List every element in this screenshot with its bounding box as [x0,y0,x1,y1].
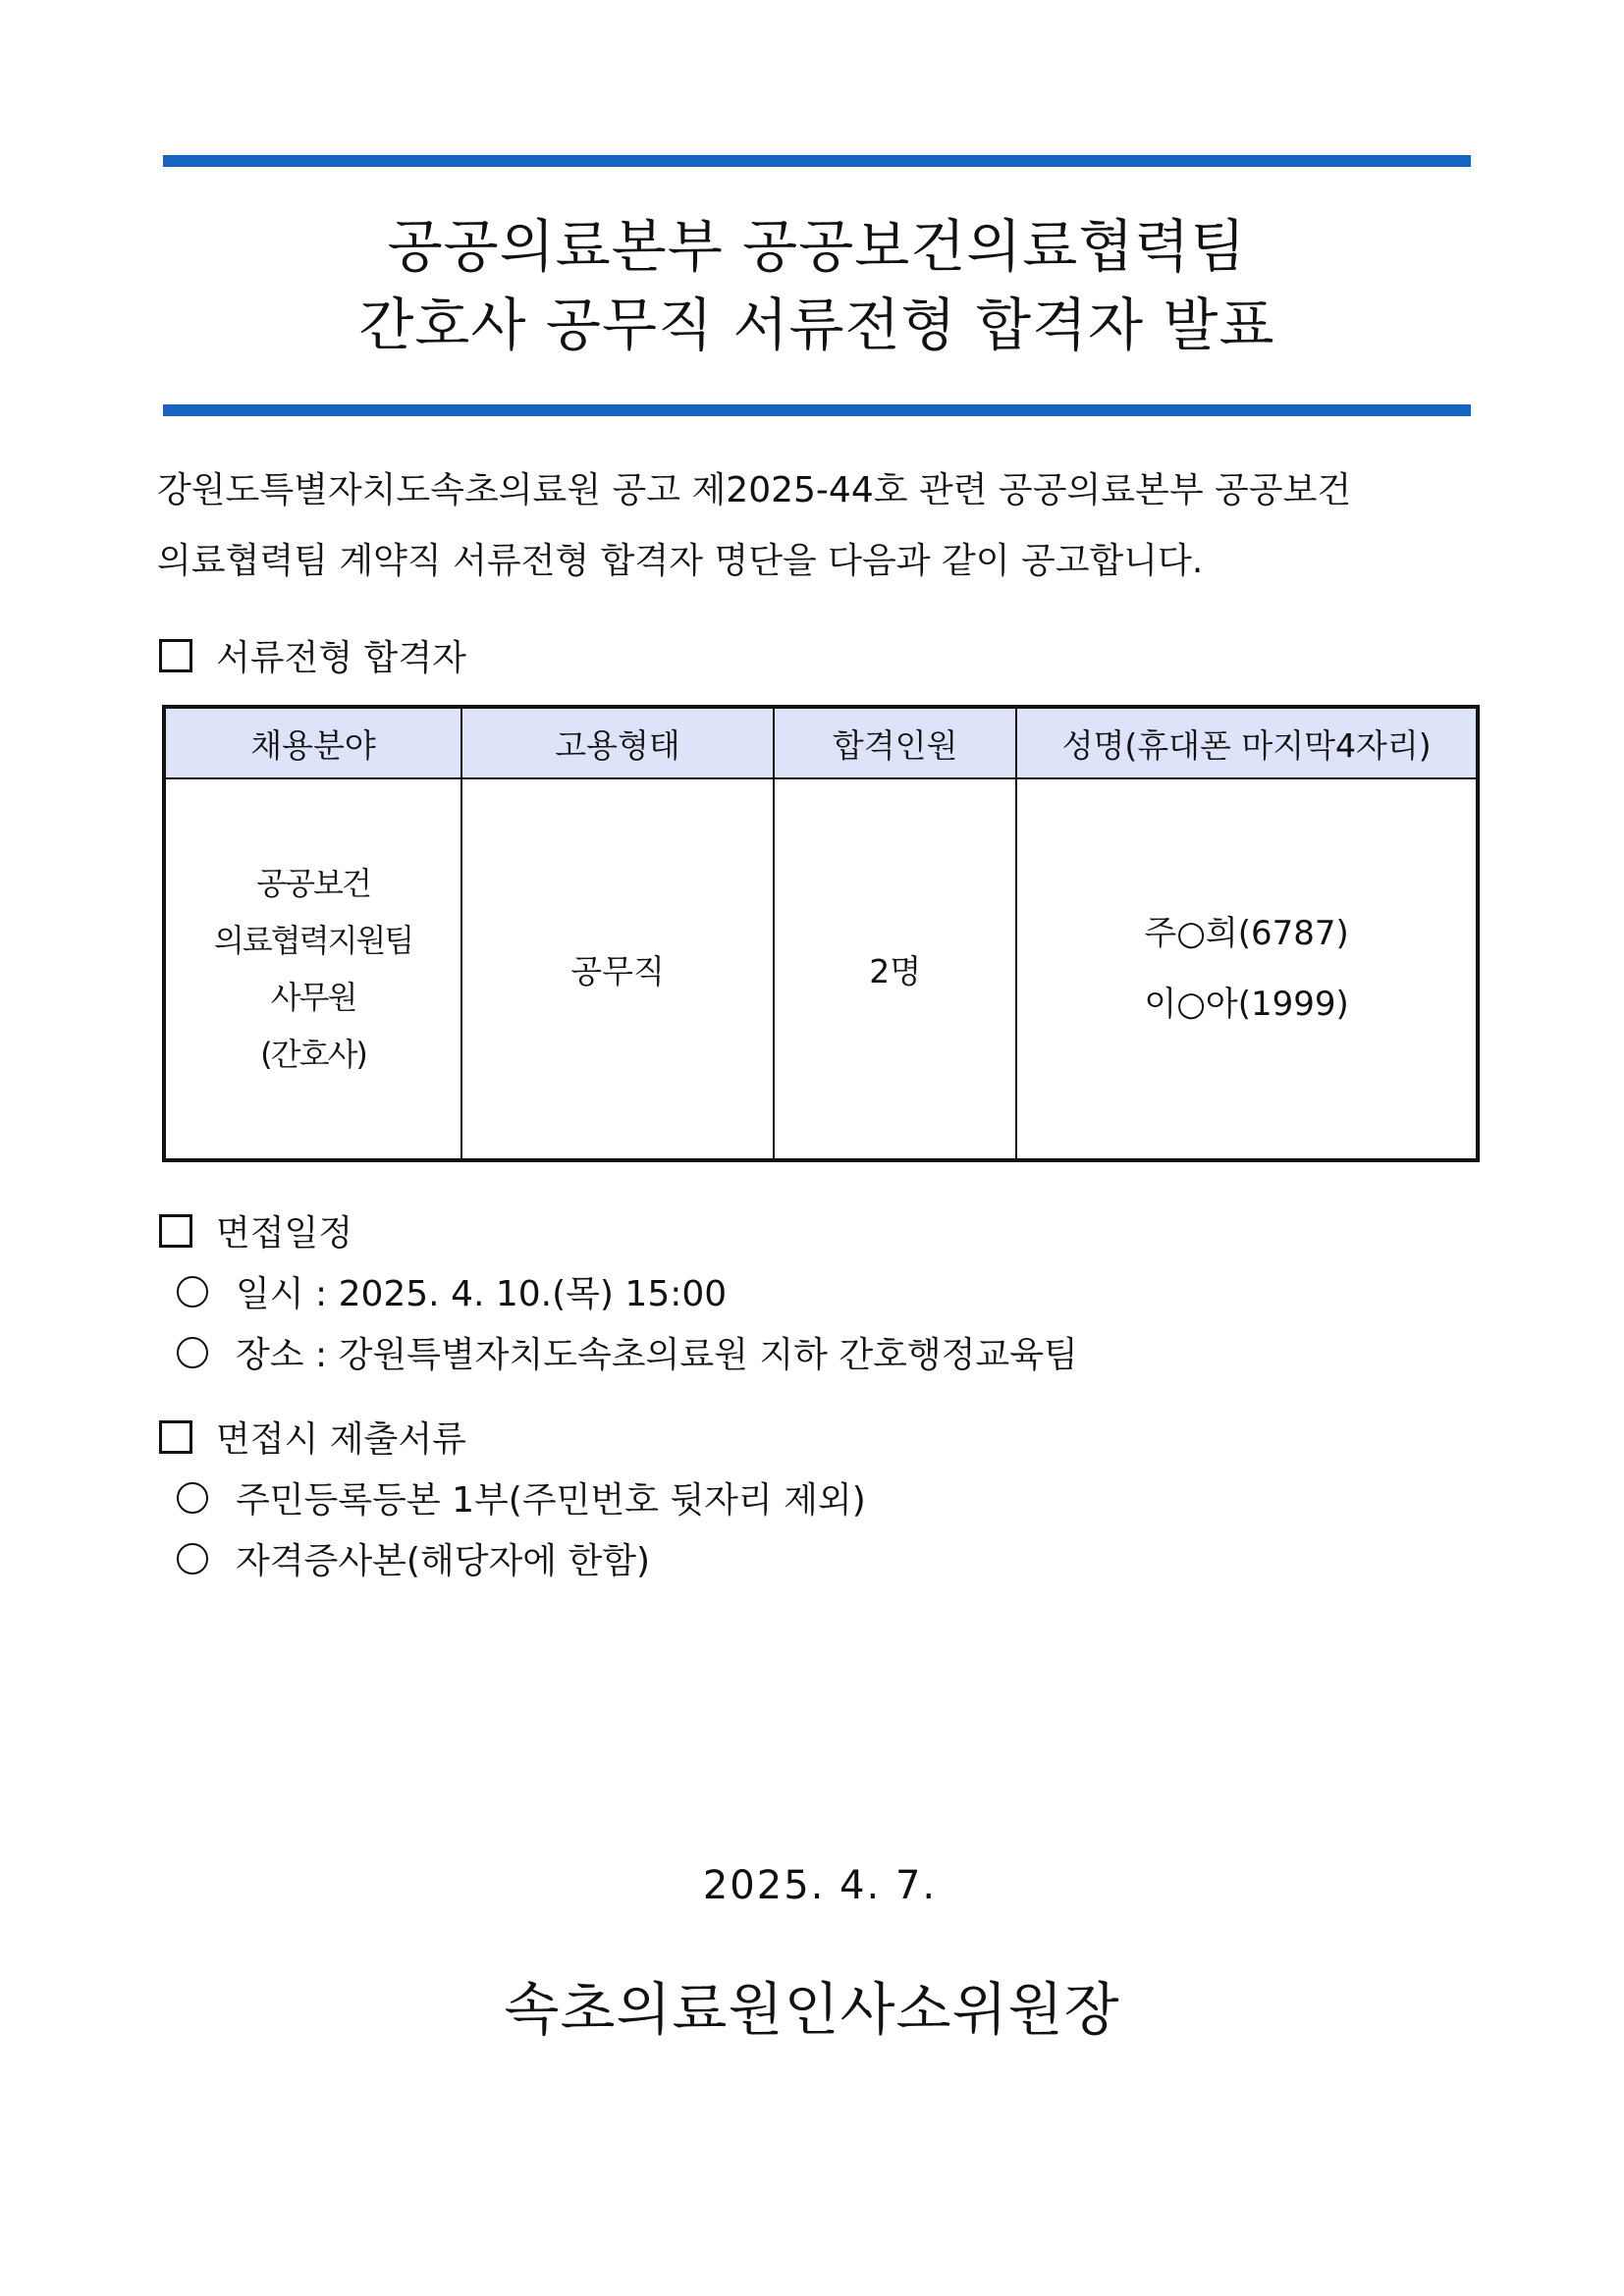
page-title-line2: 간호사 공무직 서류전형 합격자 발표 [358,292,1275,358]
signer-title: 속초의료원인사소위원장 [504,1976,1120,2043]
announcement-date: 2025. 4. 7. [702,1863,938,1908]
intro-paragraph [157,455,1478,597]
bottom-accent-bar [163,404,1471,416]
list-item-text: 일시 : 2025. 4. 10.(목) 15:00 [236,1274,728,1314]
top-accent-bar [163,155,1471,167]
page-title-line1: 공공의료본부 공공보건의료협력팀 [387,213,1247,280]
column-header: 성명(휴대폰 마지막4자리) [1016,707,1478,778]
list-item-text: 주민등록등본 1부(주민번호 뒷자리 제외) [236,1480,866,1521]
list-item [177,1266,727,1316]
circle-bullet-icon [177,1276,208,1308]
candidate-name: 주○희(6787) [1144,914,1349,953]
table-header-row [164,707,1478,778]
results-table [162,705,1480,1162]
list-item [177,1327,1078,1377]
square-bullet-icon [159,639,192,672]
square-bullet-icon [159,1214,192,1248]
list-item-text: 장소 : 강원특별자치도속초의료원 지하 간호행정교육팀 [236,1335,1078,1375]
list-item [177,1533,650,1583]
column-header: 채용분야 [164,707,461,778]
cell-count: 2명 [774,778,1016,1160]
candidate-name: 이○아(1999) [1144,985,1349,1024]
cell-names [1016,778,1478,1160]
circle-bullet-icon [177,1337,208,1368]
column-header: 합격인원 [774,707,1016,778]
field-line: (간호사) [260,1036,366,1073]
section-heading-interview [159,1205,352,1255]
column-header: 고용형태 [461,707,774,778]
circle-bullet-icon [177,1482,208,1514]
section-heading-label: 면접일정 [216,1213,353,1254]
section-heading-documents [159,1412,466,1462]
table-row [164,778,1478,1160]
list-item-text: 자격증사본(해당자에 한함) [236,1541,651,1581]
list-item [177,1472,866,1522]
circle-bullet-icon [177,1543,208,1575]
intro-line: 의료협력팀 계약직 서류전형 합격자 명단을 다음과 같이 공고합니다. [157,541,1204,581]
cell-employment: 공무직 [461,778,774,1160]
section-heading-label: 서류전형 합격자 [216,638,466,678]
section-heading-results [159,630,466,680]
field-line: 공공보건 [256,865,370,902]
square-bullet-icon [159,1420,192,1454]
cell-field [164,778,461,1160]
intro-line: 강원도특별자치도속초의료원 공고 제2025-44호 관련 공공의료본부 공공보건 [157,470,1352,510]
field-line: 의료협력지원팀 [213,922,413,959]
field-line: 사무원 [270,979,356,1016]
section-heading-label: 면접시 제출서류 [216,1419,466,1460]
